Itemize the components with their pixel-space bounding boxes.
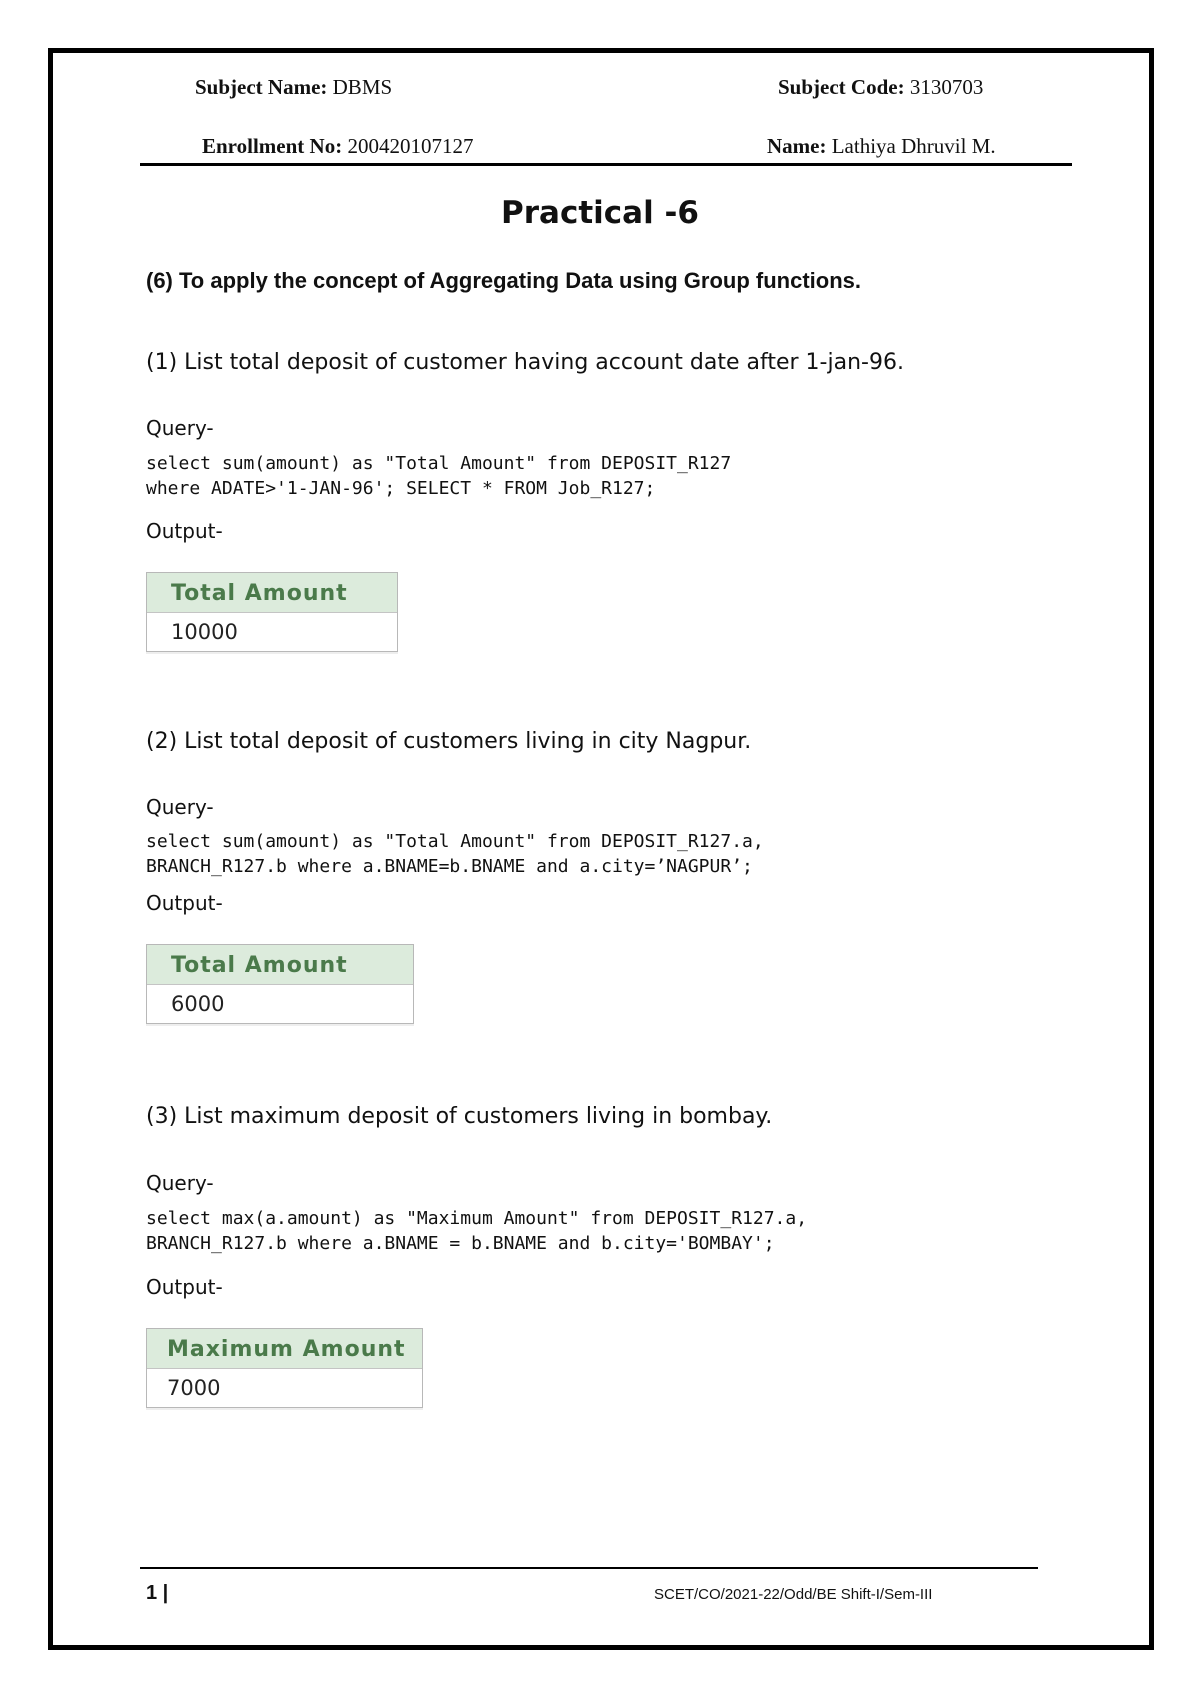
- subject-code-label: Subject Code:: [778, 75, 905, 99]
- question-2: (2) List total deposit of customers living in city Nagpur.: [146, 729, 752, 754]
- output-table-3: [146, 1328, 423, 1408]
- subject-code-value: 3130703: [909, 75, 984, 99]
- question-3: (3) List maximum deposit of customers living in bombay.: [146, 1104, 773, 1129]
- footer-reference: SCET/CO/2021-22/Odd/BE Shift-I/Sem-III: [654, 1586, 933, 1603]
- output-label-3: Output-: [146, 1275, 223, 1299]
- output-column-header: Total Amount: [147, 945, 413, 985]
- output-table-2: [146, 944, 414, 1024]
- page-number: 1 |: [146, 1582, 169, 1604]
- header-divider: [140, 163, 1072, 166]
- subject-name-label: Subject Name:: [195, 75, 328, 99]
- query-code-2: select sum(amount) as "Total Amount" from DEPOSIT_R127.a, BRANCH_R127.b where a.BNAME=b.BNAME and a.city=’NAGPUR’;: [146, 831, 764, 877]
- footer-divider: [140, 1567, 1038, 1569]
- output-label-1: Output-: [146, 519, 223, 543]
- output-cell: 7000: [167, 1376, 221, 1400]
- subject-code: [778, 75, 983, 100]
- enrollment-value: 200420107127: [347, 134, 474, 158]
- student-name-value: Lathiya Dhruvil M.: [831, 134, 996, 158]
- subject-name: [195, 75, 392, 100]
- output-cell: 10000: [171, 620, 238, 644]
- practical-aim: (6) To apply the concept of Aggregating Data using Group functions.: [146, 268, 861, 293]
- query-label-3: Query-: [146, 1171, 214, 1195]
- subject-name-value: DBMS: [332, 75, 393, 99]
- question-1: (1) List total deposit of customer having account date after 1-jan-96.: [146, 350, 904, 375]
- query-code-1: select sum(amount) as "Total Amount" from DEPOSIT_R127 where ADATE>'1-JAN-96'; SELECT * FROM Job_R127;: [146, 453, 732, 499]
- enrollment-number: [202, 134, 473, 159]
- page-title: Practical -6: [501, 195, 699, 231]
- query-label-2: Query-: [146, 795, 214, 819]
- query-code-3: select max(a.amount) as "Maximum Amount" from DEPOSIT_R127.a, BRANCH_R127.b where a.BNAME = b.BNAME and b.city='BOMBAY';: [146, 1208, 808, 1254]
- student-name-label: Name:: [767, 134, 827, 158]
- output-column-header: Maximum Amount: [147, 1329, 422, 1369]
- output-label-2: Output-: [146, 891, 223, 915]
- output-column-header: Total Amount: [147, 573, 397, 613]
- query-label-1: Query-: [146, 416, 214, 440]
- student-name: [767, 134, 996, 159]
- enrollment-label: Enrollment No:: [202, 134, 343, 158]
- output-cell: 6000: [171, 992, 225, 1016]
- output-table-1: [146, 572, 398, 652]
